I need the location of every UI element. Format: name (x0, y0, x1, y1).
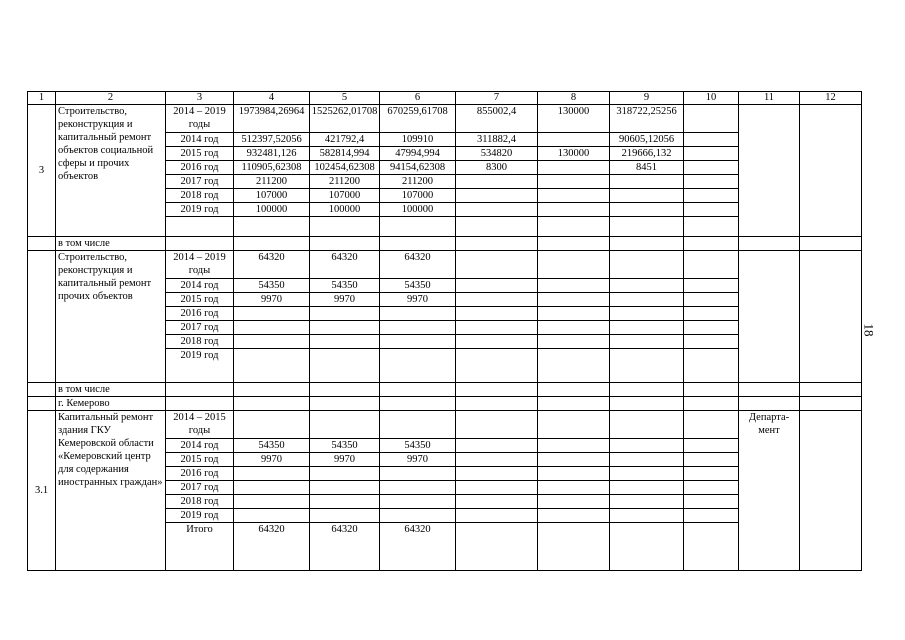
amount-total-cell: 100000 (234, 203, 310, 217)
empty-cell (610, 349, 684, 383)
period-cell: 2019 год (166, 509, 234, 523)
amount-total-cell: 512397,52056 (234, 133, 310, 147)
empty-cell (610, 411, 684, 439)
empty-cell (538, 293, 610, 307)
empty-cell (380, 397, 456, 411)
amount-cell (310, 481, 380, 495)
period-cell: 2014 год (166, 279, 234, 293)
empty-cell (684, 105, 739, 133)
amount-cell: 130000 (538, 147, 610, 161)
empty-cell (684, 293, 739, 307)
amount-total-cell (234, 481, 310, 495)
period-cell: 2015 год (166, 293, 234, 307)
empty-cell (610, 439, 684, 453)
amount-total-cell (234, 467, 310, 481)
amount-total-cell: 110905,62308 (234, 161, 310, 175)
amount-cell: 54350 (310, 439, 380, 453)
amount-cell: 47994,994 (380, 147, 456, 161)
amount-total-cell: 9970 (234, 453, 310, 467)
empty-cell (800, 237, 862, 251)
page-number: 18 (861, 323, 877, 337)
empty-cell (538, 453, 610, 467)
empty-cell (456, 307, 538, 321)
period-cell: 2015 год (166, 147, 234, 161)
amount-cell: 534820 (456, 147, 538, 161)
period-cell: 2018 год (166, 335, 234, 349)
empty-cell (28, 237, 56, 251)
amount-cell (310, 335, 380, 349)
empty-cell (456, 467, 538, 481)
empty-cell (310, 397, 380, 411)
amount-cell: 9970 (310, 293, 380, 307)
section-number: 3 (28, 105, 56, 237)
empty-cell (610, 481, 684, 495)
amount-cell: 211200 (380, 175, 456, 189)
empty-cell (456, 335, 538, 349)
empty-cell (234, 217, 310, 237)
section-number: 3.1 (28, 411, 56, 571)
amount-total-cell: 64320 (234, 523, 310, 571)
empty-cell (739, 383, 800, 397)
empty-cell (234, 383, 310, 397)
empty-cell (166, 217, 234, 237)
in-that-number-label: в том числе (56, 383, 166, 397)
amount-cell (538, 203, 610, 217)
empty-cell (684, 335, 739, 349)
amount-cell: 318722,25256 (610, 105, 684, 133)
empty-cell (610, 279, 684, 293)
empty-cell (28, 251, 56, 383)
empty-cell (456, 349, 538, 383)
in-that-number-label: в том числе (56, 237, 166, 251)
empty-cell (684, 397, 739, 411)
empty-cell (684, 439, 739, 453)
amount-cell: 130000 (538, 105, 610, 133)
amount-cell: 9970 (380, 453, 456, 467)
empty-cell (538, 217, 610, 237)
amount-cell (310, 411, 380, 439)
amount-cell (310, 321, 380, 335)
empty-cell (538, 523, 610, 571)
table-row (28, 237, 862, 251)
empty-cell (684, 251, 739, 279)
empty-cell (800, 383, 862, 397)
empty-cell (684, 203, 739, 217)
amount-total-cell (234, 321, 310, 335)
amount-total-cell (234, 495, 310, 509)
amount-total-cell: 1973984,26964 (234, 105, 310, 133)
empty-cell (610, 293, 684, 307)
empty-cell (684, 307, 739, 321)
col-num-10: 10 (684, 92, 739, 105)
amount-cell (380, 495, 456, 509)
empty-cell (310, 237, 380, 251)
amount-cell (456, 203, 538, 217)
amount-cell: 855002,4 (456, 105, 538, 133)
amount-cell: 8300 (456, 161, 538, 175)
empty-cell (610, 237, 684, 251)
period-cell: 2014 – 2015 годы (166, 411, 234, 439)
period-cell: 2015 год (166, 453, 234, 467)
budget-table (27, 91, 862, 571)
empty-cell (456, 523, 538, 571)
amount-cell: 421792,4 (310, 133, 380, 147)
amount-cell: 90605,12056 (610, 133, 684, 147)
amount-cell (538, 189, 610, 203)
amount-total-cell: 211200 (234, 175, 310, 189)
amount-total-cell: 64320 (234, 251, 310, 279)
empty-cell (610, 509, 684, 523)
amount-cell (610, 189, 684, 203)
amount-cell (310, 509, 380, 523)
empty-cell (380, 383, 456, 397)
empty-cell (800, 251, 862, 383)
empty-cell (380, 237, 456, 251)
empty-cell (456, 453, 538, 467)
amount-cell (456, 189, 538, 203)
empty-cell (684, 383, 739, 397)
table-row (28, 411, 862, 439)
empty-cell (456, 397, 538, 411)
empty-cell (538, 481, 610, 495)
amount-cell: 219666,132 (610, 147, 684, 161)
amount-cell (538, 133, 610, 147)
empty-cell (234, 237, 310, 251)
col-num-5: 5 (310, 92, 380, 105)
column-numbers-row (28, 92, 862, 105)
empty-cell (456, 383, 538, 397)
empty-cell (684, 481, 739, 495)
empty-cell (538, 335, 610, 349)
empty-cell (800, 397, 862, 411)
empty-cell (684, 147, 739, 161)
empty-cell (456, 237, 538, 251)
period-cell: 2014 – 2019 годы (166, 105, 234, 133)
col-num-2: 2 (56, 92, 166, 105)
empty-cell (684, 175, 739, 189)
amount-cell (456, 175, 538, 189)
amount-total-cell (234, 411, 310, 439)
amount-total-cell: 932481,126 (234, 147, 310, 161)
amount-cell (380, 335, 456, 349)
amount-cell: 1525262,01708 (310, 105, 380, 133)
empty-cell (739, 237, 800, 251)
amount-cell: 9970 (310, 453, 380, 467)
empty-cell (234, 397, 310, 411)
amount-cell: 64320 (380, 251, 456, 279)
amount-cell (610, 203, 684, 217)
empty-cell (684, 509, 739, 523)
empty-cell (610, 251, 684, 279)
amount-cell: 9970 (380, 293, 456, 307)
period-cell: 2016 год (166, 307, 234, 321)
col-num-3: 3 (166, 92, 234, 105)
empty-cell (166, 237, 234, 251)
period-cell: 2014 – 2019 годы (166, 251, 234, 279)
col-num-8: 8 (538, 92, 610, 105)
department-cell: Департа- мент (739, 411, 800, 571)
empty-cell (739, 397, 800, 411)
empty-cell (538, 349, 610, 383)
amount-total-cell (234, 335, 310, 349)
amount-cell: 107000 (380, 189, 456, 203)
amount-cell (380, 307, 456, 321)
empty-cell (538, 509, 610, 523)
col-num-11: 11 (739, 92, 800, 105)
empty-cell (684, 161, 739, 175)
total-label: Итого (166, 523, 234, 571)
col-num-6: 6 (380, 92, 456, 105)
period-cell: 2016 год (166, 467, 234, 481)
amount-cell: 54350 (380, 279, 456, 293)
empty-cell (456, 293, 538, 307)
empty-cell (310, 383, 380, 397)
empty-cell (456, 495, 538, 509)
col-num-4: 4 (234, 92, 310, 105)
empty-cell (684, 189, 739, 203)
period-cell: 2016 год (166, 161, 234, 175)
empty-cell (610, 397, 684, 411)
amount-cell (538, 175, 610, 189)
amount-total-cell (234, 509, 310, 523)
amount-cell (310, 349, 380, 383)
empty-cell (610, 495, 684, 509)
period-cell: 2019 год (166, 349, 234, 383)
empty-cell (538, 467, 610, 481)
empty-cell (380, 217, 456, 237)
amount-cell (310, 307, 380, 321)
empty-cell (28, 397, 56, 411)
amount-cell (380, 481, 456, 495)
amount-cell (610, 175, 684, 189)
empty-cell (456, 481, 538, 495)
empty-cell (739, 251, 800, 383)
amount-cell: 64320 (310, 251, 380, 279)
amount-cell (538, 161, 610, 175)
amount-cell (310, 495, 380, 509)
empty-cell (538, 495, 610, 509)
empty-cell (684, 411, 739, 439)
empty-cell (456, 321, 538, 335)
amount-total-cell: 107000 (234, 189, 310, 203)
empty-cell (684, 495, 739, 509)
empty-cell (538, 439, 610, 453)
col-num-1: 1 (28, 92, 56, 105)
subsection-title: Строительство, реконструкция и капитальный ремонт прочих объектов (56, 251, 166, 383)
period-cell: 2017 год (166, 321, 234, 335)
amount-cell: 54350 (310, 279, 380, 293)
amount-cell: 211200 (310, 175, 380, 189)
table-row (28, 383, 862, 397)
amount-cell: 100000 (380, 203, 456, 217)
amount-cell: 54350 (380, 439, 456, 453)
empty-cell (538, 237, 610, 251)
empty-cell (166, 383, 234, 397)
empty-cell (610, 335, 684, 349)
empty-cell (684, 453, 739, 467)
amount-cell: 64320 (310, 523, 380, 571)
empty-cell (684, 133, 739, 147)
amount-cell: 107000 (310, 189, 380, 203)
period-cell: 2014 год (166, 133, 234, 147)
empty-cell (538, 397, 610, 411)
empty-cell (538, 411, 610, 439)
period-cell: 2014 год (166, 439, 234, 453)
amount-total-cell: 9970 (234, 293, 310, 307)
empty-cell (166, 397, 234, 411)
col-num-9: 9 (610, 92, 684, 105)
empty-cell (310, 217, 380, 237)
empty-cell (684, 321, 739, 335)
amount-total-cell: 54350 (234, 439, 310, 453)
table-row (28, 251, 862, 279)
period-cell: 2017 год (166, 481, 234, 495)
amount-cell (380, 321, 456, 335)
empty-cell (28, 383, 56, 397)
period-cell: 2019 год (166, 203, 234, 217)
amount-cell: 8451 (610, 161, 684, 175)
section-title: Строительство, реконструкция и капитальный ремонт объектов социальной сферы и прочих объектов (56, 105, 166, 237)
empty-cell (684, 523, 739, 571)
empty-cell (684, 217, 739, 237)
period-cell: 2018 год (166, 495, 234, 509)
empty-cell (684, 349, 739, 383)
amount-cell: 102454,62308 (310, 161, 380, 175)
empty-cell (684, 237, 739, 251)
empty-cell (456, 411, 538, 439)
amount-cell: 100000 (310, 203, 380, 217)
empty-cell (456, 439, 538, 453)
amount-cell: 311882,4 (456, 133, 538, 147)
empty-cell (684, 467, 739, 481)
empty-cell (610, 307, 684, 321)
amount-cell (380, 509, 456, 523)
amount-cell: 582814,994 (310, 147, 380, 161)
empty-cell (800, 411, 862, 571)
amount-total-cell (234, 349, 310, 383)
empty-cell (538, 279, 610, 293)
empty-cell (610, 453, 684, 467)
empty-cell (739, 105, 800, 237)
empty-cell (610, 467, 684, 481)
amount-cell (380, 349, 456, 383)
amount-cell: 109910 (380, 133, 456, 147)
period-cell: 2017 год (166, 175, 234, 189)
amount-cell (310, 467, 380, 481)
empty-cell (538, 321, 610, 335)
empty-cell (538, 383, 610, 397)
amount-cell: 64320 (380, 523, 456, 571)
amount-cell: 94154,62308 (380, 161, 456, 175)
amount-cell (380, 467, 456, 481)
city-label: г. Кемерово (56, 397, 166, 411)
section-title: Капитальный ремонт здания ГКУ Кемеровской области «Кемеровский центр для содержания иностранных граждан» (56, 411, 166, 571)
period-cell: 2018 год (166, 189, 234, 203)
empty-cell (456, 279, 538, 293)
empty-cell (610, 217, 684, 237)
empty-cell (800, 105, 862, 237)
amount-cell: 670259,61708 (380, 105, 456, 133)
empty-cell (538, 251, 610, 279)
col-num-12: 12 (800, 92, 862, 105)
amount-total-cell: 54350 (234, 279, 310, 293)
empty-cell (456, 217, 538, 237)
amount-total-cell (234, 307, 310, 321)
amount-cell (380, 411, 456, 439)
empty-cell (456, 251, 538, 279)
table-row (28, 397, 862, 411)
empty-cell (610, 523, 684, 571)
empty-cell (610, 383, 684, 397)
table-row (28, 105, 862, 133)
empty-cell (456, 509, 538, 523)
empty-cell (610, 321, 684, 335)
empty-cell (538, 307, 610, 321)
empty-cell (684, 279, 739, 293)
col-num-7: 7 (456, 92, 538, 105)
